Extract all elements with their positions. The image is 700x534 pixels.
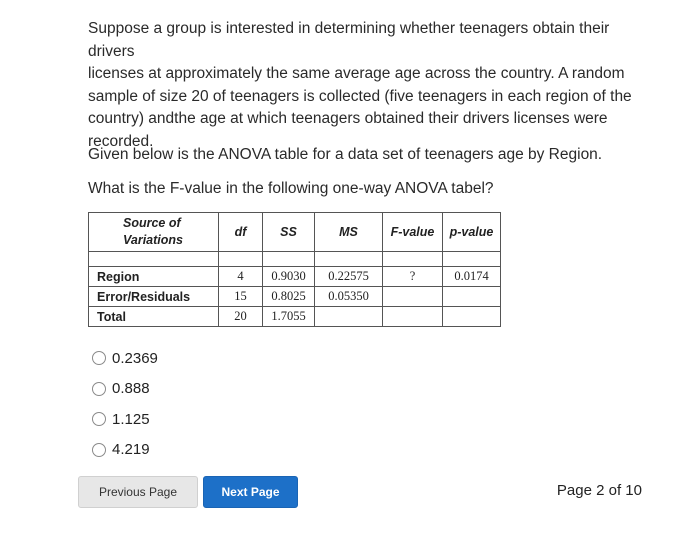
next-page-button[interactable]: Next Page [203,476,298,508]
row-source: Error/Residuals [89,287,219,307]
radio-button[interactable] [92,351,106,365]
header-f-value: F-value [383,213,443,252]
row-ss: 0.8025 [263,287,315,307]
table-spacer-row [89,252,501,267]
answer-option[interactable] [92,374,158,405]
answer-option[interactable] [92,343,158,374]
question-line: country) andthe age at which teenagers obtained their drivers licenses were [88,110,608,127]
row-p-value [443,307,501,327]
table-row [89,307,501,327]
answer-option[interactable] [92,404,158,435]
row-ms [315,307,383,327]
row-ms: 0.05350 [315,287,383,307]
table-row [89,287,501,307]
given-statement: Given below is the ANOVA table for a data set of teenagers age by Region. [88,146,603,163]
answer-option-label: 0.888 [112,380,150,398]
row-p-value: 0.0174 [443,267,501,287]
answer-option-label: 0.2369 [112,349,158,367]
row-source: Total [89,307,219,327]
row-ss: 0.9030 [263,267,315,287]
row-p-value [443,287,501,307]
answer-options [92,343,158,465]
answer-option[interactable] [92,435,158,466]
question-text [88,18,648,153]
table-header-row [89,213,501,252]
anova-table [88,212,501,327]
question-line: recorded. [88,132,154,150]
header-source-line2: Variations [123,233,183,247]
row-source: Region [89,267,219,287]
header-ss: SS [263,213,315,252]
radio-button[interactable] [92,382,106,396]
question-line: sample of size 20 of teenagers is collected (five teenagers in each region of the [88,87,632,105]
header-p-value: p-value [443,213,501,252]
previous-page-button[interactable]: Previous Page [78,476,198,508]
row-f-value: ? [383,267,443,287]
page-indicator: Page 2 of 10 [556,482,642,499]
header-source [89,213,219,252]
radio-button[interactable] [92,412,106,426]
row-df: 20 [219,307,263,327]
answer-option-label: 1.125 [112,410,150,428]
header-source-line1: Source of [123,216,181,230]
row-df: 4 [219,267,263,287]
row-df: 15 [219,287,263,307]
question-line: Suppose a group is interested in determining whether teenagers obtain their drivers [88,20,610,60]
row-ss: 1.7055 [263,307,315,327]
header-df: df [219,213,263,252]
row-ms: 0.22575 [315,267,383,287]
table-row [89,267,501,287]
answer-option-label: 4.219 [112,441,150,459]
row-f-value [383,307,443,327]
header-ms: MS [315,213,383,252]
row-f-value [383,287,443,307]
radio-button[interactable] [92,443,106,457]
question-prompt: What is the F-value in the following one-way ANOVA tabel? [88,180,494,197]
question-line: licenses at approximately the same average age across the country. A random [88,65,625,82]
